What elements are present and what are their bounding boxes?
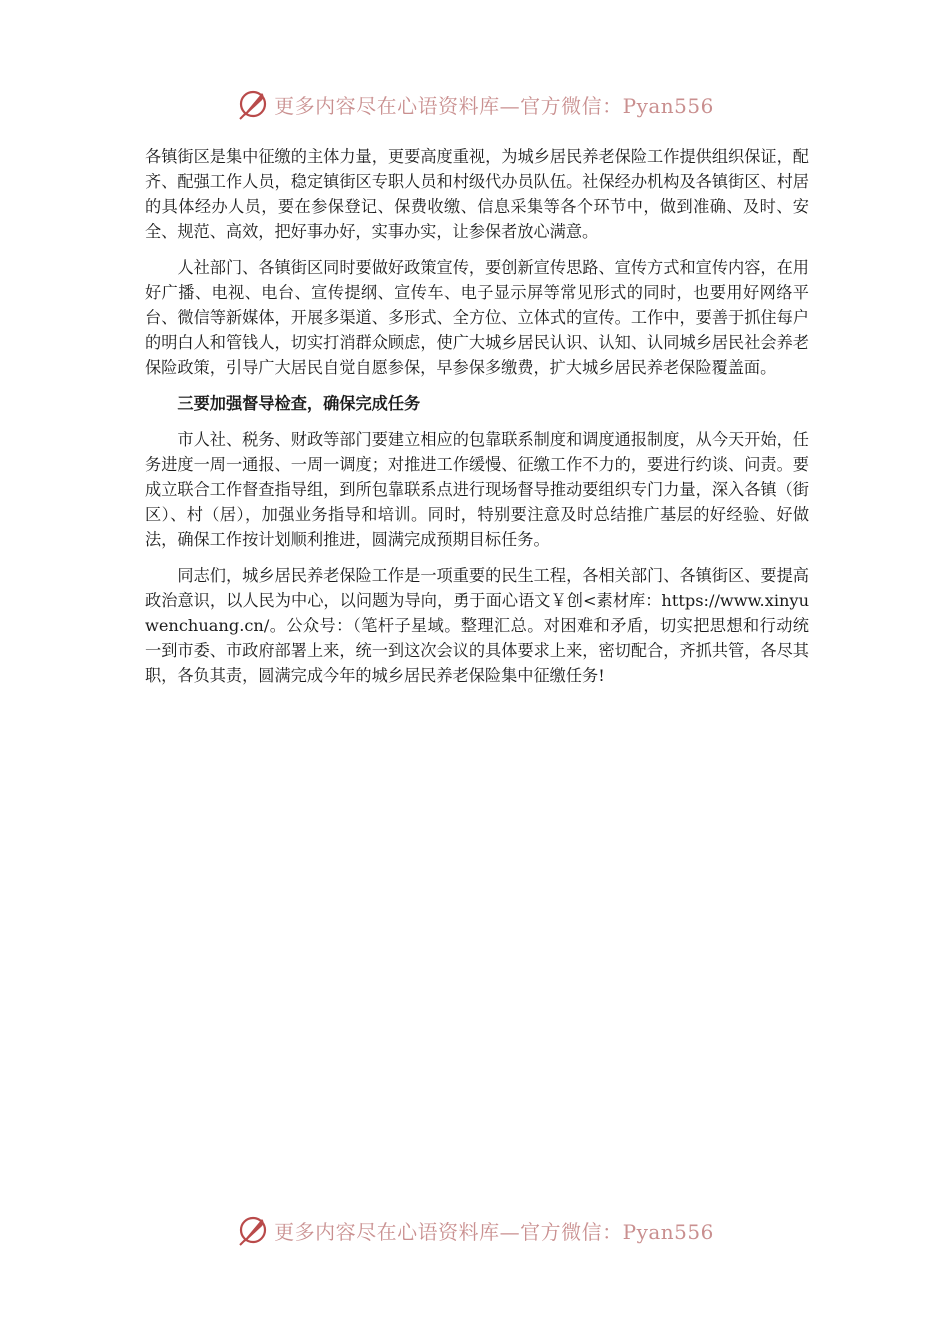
paragraph-4: 同志们，城乡居民养老保险工作是一项重要的民生工程，各相关部门、各镇街区、要提高政治意识，以人民为中心，以问题为导向，勇于面心语文￥创<素材库：https://www.xinyuwenchuang.cn/。公众号：（笔杆子星域。整理汇总。对困难和矛盾，切实把思想和行动统一到市委、市政府部署上来，统一到这次会议的具体要求上来，密切配合，齐抓共管，各尽其职，各负其责，圆满完成今年的城乡居民养老保险集中征缴任务! [145,566,809,685]
header-banner [0,84,950,124]
paragraph-1: 各镇街区是集中征缴的主体力量，更要高度重视，为城乡居民养老保险工作提供组织保证，配齐、配强工作人员，稳定镇街区专职人员和村级代办员队伍。社保经办机构及各镇街区、村居的具体经办人员，要在参保登记、保费收缴、信息采集等各个环节中，做到准确、及时、安全、规范、高效，把好事办好，实事办实，让参保者放心满意。 [145,147,809,241]
footer-banner-text: 更多内容尽在心语资料库—官方微信：Pyan556 [274,1219,714,1244]
document-body [145,144,809,699]
quill-pen-logo-icon [236,1213,270,1247]
footer-banner [0,1210,950,1250]
header-banner-text: 更多内容尽在心语资料库—官方微信：Pyan556 [274,93,714,118]
paragraph-2: 人社部门、各镇街区同时要做好政策宣传，要创新宣传思路、宣传方式和宣传内容，在用好广播、电视、电台、宣传提纲、宣传车、电子显示屏等常见形式的同时，也要用好网络平台、微信等新媒体，开展多渠道、多形式、全方位、立体式的宣传。工作中，要善于抓住每户的明白人和管钱人，切实打消群众顾虑，使广大城乡居民认识、认知、认同城乡居民社会养老保险政策，引导广大居民自觉自愿参保，早参保多缴费，扩大城乡居民养老保险覆盖面。 [145,258,809,377]
section-heading-3: 三要加强督导检查，确保完成任务 [177,394,421,413]
paragraph-3: 市人社、税务、财政等部门要建立相应的包靠联系制度和调度通报制度，从今天开始，任务进度一周一通报、一周一调度；对推进工作缓慢、征缴工作不力的，要进行约谈、问责。要成立联合工作督查指导组，到所包靠联系点进行现场督导推动要组织专门力量，深入各镇（街区）、村（居），加强业务指导和培训。同时，特别要注意及时总结推广基层的好经验、好做法，确保工作按计划顺利推进，圆满完成预期目标任务。 [145,430,809,549]
quill-pen-logo-icon [236,87,270,121]
